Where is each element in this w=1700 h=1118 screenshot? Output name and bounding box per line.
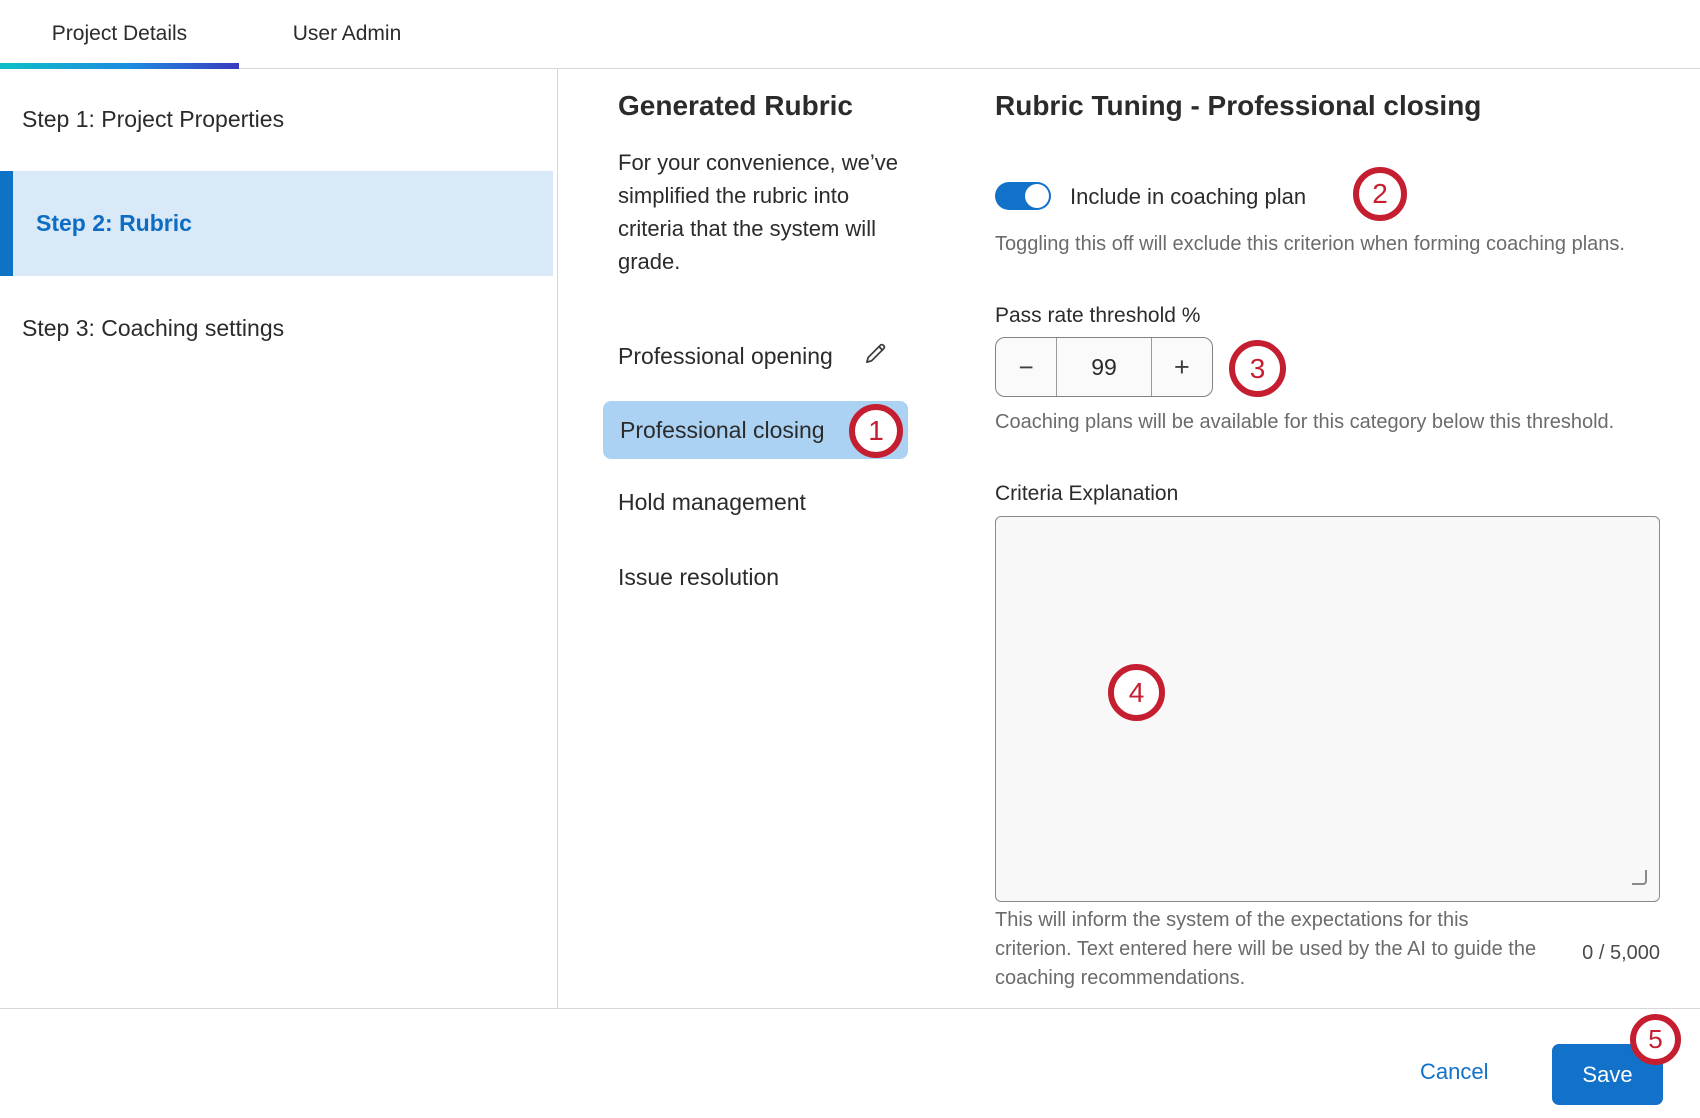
criterion-item-professional-opening[interactable]: Professional opening (618, 343, 833, 369)
annotation-badge-5 (1630, 1014, 1681, 1065)
footer-divider (0, 1008, 1700, 1009)
sidebar-item-step2-rubric[interactable] (0, 171, 553, 276)
stepper-value-field[interactable]: 99 (1056, 338, 1152, 396)
character-counter: 0 / 5,000 (1582, 942, 1660, 964)
criteria-explanation-label: Criteria Explanation (995, 482, 1179, 505)
sidebar-divider (557, 68, 558, 1008)
tab-user-admin[interactable] (239, 0, 455, 68)
sidebar-step3-label: Step 3: Coaching settings (22, 315, 285, 341)
generated-rubric-title: Generated Rubric (618, 90, 853, 121)
sidebar-item-step1-project-properties[interactable] (0, 68, 557, 171)
tab-bar (0, 0, 1700, 69)
include-in-coaching-plan-toggle[interactable] (995, 182, 1051, 210)
criteria-explanation-help-text: This will inform the system of the expectations for this criterion. Text entered here will be used by the AI to guide the coaching recommendations. (995, 909, 1537, 989)
annotation-5-number: 5 (1648, 1024, 1663, 1054)
annotation-3-number: 3 (1249, 352, 1266, 384)
criterion-professional-closing-label: Professional closing (620, 416, 825, 443)
pass-rate-threshold-label: Pass rate threshold % (995, 304, 1201, 327)
annotation-4-number: 4 (1128, 676, 1145, 708)
textarea-resize-icon[interactable] (1632, 870, 1647, 885)
annotation-badge-1 (849, 404, 903, 458)
tab-project-details-label: Project Details (51, 22, 188, 45)
annotation-1-number: 1 (868, 415, 884, 446)
toggle-help-text: Toggling this off will exclude this criterion when forming coaching plans. (995, 233, 1625, 255)
annotation-2-number: 2 (1372, 178, 1388, 209)
stepper-increment-button[interactable]: + (1174, 351, 1190, 382)
stepper-decrement-button[interactable]: − (1018, 351, 1034, 382)
criterion-item-hold-management[interactable]: Hold management (618, 489, 806, 515)
criterion-item-issue-resolution[interactable]: Issue resolution (618, 564, 780, 590)
edit-pencil-icon[interactable] (862, 339, 890, 367)
generated-rubric-description: For your convenience, we’ve simplified the rubric into criteria that the system will grade. (618, 150, 899, 274)
annotation-badge-4 (1108, 664, 1165, 721)
sidebar-step2-label: Step 2: Rubric (36, 210, 192, 236)
cancel-button[interactable]: Cancel (1420, 1059, 1489, 1084)
save-button[interactable]: Save (1552, 1044, 1663, 1105)
annotation-badge-2 (1353, 167, 1407, 221)
sidebar-step1-label: Step 1: Project Properties (22, 106, 285, 132)
toggle-knob (1025, 184, 1049, 208)
tab-user-admin-label: User Admin (292, 22, 402, 45)
pass-rate-help-text: Coaching plans will be available for this category below this threshold. (995, 411, 1615, 433)
annotation-badge-3 (1229, 340, 1286, 397)
criteria-explanation-textarea[interactable] (995, 516, 1660, 902)
sidebar-item-step3-coaching-settings[interactable] (0, 276, 557, 381)
pass-rate-threshold-stepper (995, 337, 1213, 397)
tab-project-details[interactable] (0, 0, 239, 68)
rubric-tuning-title: Rubric Tuning - Professional closing (995, 90, 1482, 121)
include-in-coaching-plan-label: Include in coaching plan (1070, 184, 1307, 209)
